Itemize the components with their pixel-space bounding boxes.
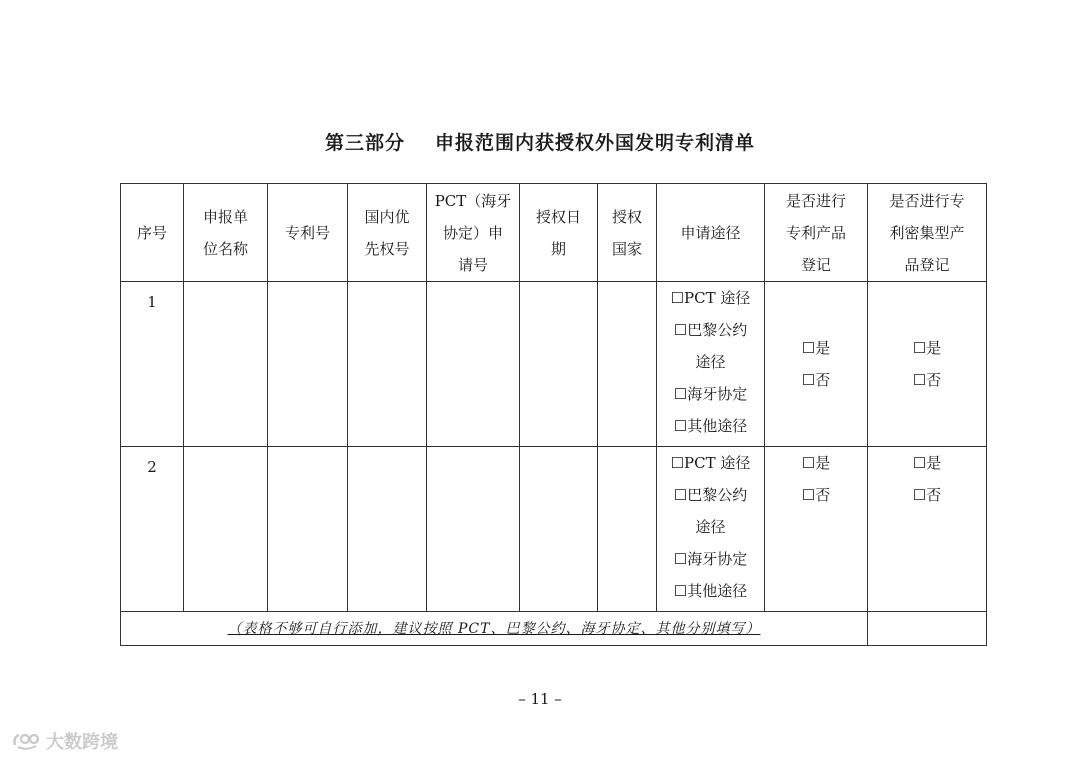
header-product-reg: 是否进行 专利产品 登记 — [765, 184, 868, 282]
header-grant-date: 授权日 期 — [520, 184, 598, 282]
cell-applicant[interactable] — [184, 282, 268, 447]
watermark-text: 大数跨境 — [46, 732, 118, 753]
checkbox-no[interactable]: ☐否 — [912, 371, 942, 389]
checkbox-yes[interactable]: ☐是 — [801, 339, 831, 357]
cell-grant-date[interactable] — [520, 282, 598, 447]
checkbox-other[interactable]: ☐其他途径 — [673, 582, 748, 600]
cell-route — [657, 447, 765, 612]
cell-route — [657, 282, 765, 447]
checkbox-paris[interactable]: ☐巴黎公约 — [673, 486, 748, 504]
checkbox-other[interactable]: ☐其他途径 — [673, 417, 748, 435]
header-intensive-reg: 是否进行专 利密集型产 品登记 — [868, 184, 987, 282]
header-route: 申请途径 — [657, 184, 765, 282]
table-row — [121, 447, 987, 612]
watermark-logo-icon — [12, 731, 40, 751]
table-row — [121, 282, 987, 447]
checkbox-hague[interactable]: ☐海牙协定 — [673, 550, 748, 568]
cell-grant-country[interactable] — [598, 282, 657, 447]
header-grant-country: 授权 国家 — [598, 184, 657, 282]
cell-grant-country[interactable] — [598, 447, 657, 612]
cell-pct-no[interactable] — [427, 282, 520, 447]
checkbox-no[interactable]: ☐否 — [801, 371, 831, 389]
header-applicant: 申报单 位名称 — [184, 184, 268, 282]
header-priority-no: 国内优 先权号 — [348, 184, 427, 282]
page-number: – 11 – — [518, 690, 562, 708]
title-text: 申报范围内获授权外国发明专利清单 — [435, 132, 756, 154]
checkbox-paris[interactable]: ☐巴黎公约 — [673, 321, 748, 339]
checkbox-hague[interactable]: ☐海牙协定 — [673, 385, 748, 403]
header-pct-no: PCT（海牙 协定）申 请号 — [427, 184, 520, 282]
cell-patent-no[interactable] — [268, 282, 348, 447]
cell-intensive-reg — [868, 282, 987, 447]
page-title — [0, 128, 1080, 155]
watermark — [12, 728, 118, 754]
cell-applicant[interactable] — [184, 447, 268, 612]
title-part: 第三部分 — [324, 132, 405, 154]
checkbox-yes[interactable]: ☐是 — [801, 454, 831, 472]
cell-product-reg — [765, 447, 868, 612]
table-footnote-row — [121, 612, 987, 646]
checkbox-no[interactable]: ☐否 — [801, 486, 831, 504]
footnote-text: （表格不够可自行添加，建议按照 PCT、巴黎公约、海牙协定、其他分别填写） — [227, 621, 761, 637]
cell-grant-date[interactable] — [520, 447, 598, 612]
cell-intensive-reg — [868, 447, 987, 612]
checkbox-yes[interactable]: ☐是 — [912, 454, 942, 472]
cell-pct-no[interactable] — [427, 447, 520, 612]
row-seq: 2 — [121, 447, 184, 612]
row-seq: 1 — [121, 282, 184, 447]
patent-list-table — [120, 183, 987, 646]
cell-product-reg — [765, 282, 868, 447]
checkbox-no[interactable]: ☐否 — [912, 486, 942, 504]
cell-priority-no[interactable] — [348, 282, 427, 447]
checkbox-yes[interactable]: ☐是 — [912, 339, 942, 357]
checkbox-pct[interactable]: ☐PCT 途径 — [670, 454, 751, 472]
route-label-cont: 途径 — [695, 518, 726, 536]
cell-patent-no[interactable] — [268, 447, 348, 612]
cell-priority-no[interactable] — [348, 447, 427, 612]
table-header-row — [121, 184, 987, 282]
route-label-cont: 途径 — [695, 353, 726, 371]
footnote-cell — [121, 612, 868, 646]
footnote-empty-cell — [868, 612, 987, 646]
header-seq: 序号 — [121, 184, 184, 282]
checkbox-pct[interactable]: ☐PCT 途径 — [670, 289, 751, 307]
header-patent-no: 专利号 — [268, 184, 348, 282]
